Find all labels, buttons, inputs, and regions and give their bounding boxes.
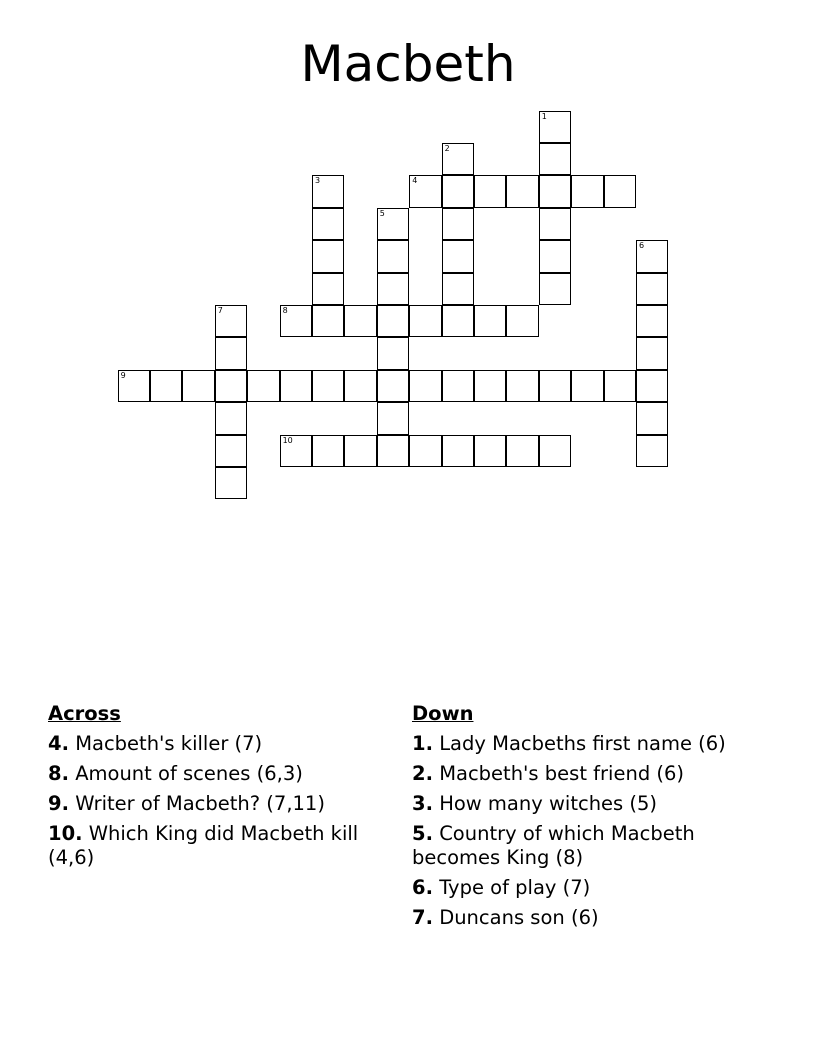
crossword-cell[interactable] bbox=[215, 305, 247, 337]
crossword-cell[interactable] bbox=[442, 305, 474, 337]
across-clues bbox=[48, 702, 398, 876]
crossword-cell[interactable] bbox=[539, 208, 571, 240]
crossword-cell[interactable] bbox=[377, 337, 409, 369]
crossword-cell[interactable] bbox=[280, 305, 312, 337]
crossword-cell[interactable] bbox=[280, 370, 312, 402]
crossword-grid bbox=[0, 0, 816, 520]
crossword-cell[interactable] bbox=[636, 337, 668, 369]
crossword-cell[interactable] bbox=[636, 240, 668, 272]
crossword-cell[interactable] bbox=[442, 273, 474, 305]
cell-number: 8 bbox=[282, 306, 288, 315]
cell-number: 1 bbox=[541, 111, 547, 121]
down-clue bbox=[412, 906, 742, 930]
clue-text: How many witches (5) bbox=[439, 792, 658, 815]
crossword-cell[interactable] bbox=[539, 143, 571, 175]
crossword-cell[interactable] bbox=[344, 370, 376, 402]
crossword-cell[interactable] bbox=[409, 175, 441, 207]
crossword-cell[interactable] bbox=[539, 111, 571, 143]
clue-text: Amount of scenes (6,3) bbox=[75, 762, 303, 785]
down-clue bbox=[412, 876, 742, 900]
crossword-cell[interactable] bbox=[604, 175, 636, 207]
crossword-cell[interactable] bbox=[604, 370, 636, 402]
crossword-cell[interactable] bbox=[442, 370, 474, 402]
crossword-cell[interactable] bbox=[506, 370, 538, 402]
crossword-cell[interactable] bbox=[377, 305, 409, 337]
clue-text: Macbeth's killer (7) bbox=[75, 732, 263, 755]
crossword-cell[interactable] bbox=[215, 435, 247, 467]
cell-number: 10 bbox=[282, 435, 293, 445]
crossword-cell[interactable] bbox=[215, 467, 247, 499]
cell-number: 3 bbox=[315, 176, 321, 186]
clue-number: 4. bbox=[48, 732, 69, 755]
cell-number: 4 bbox=[412, 176, 418, 186]
across-clue bbox=[48, 792, 398, 816]
crossword-cell[interactable] bbox=[409, 305, 441, 337]
crossword-cell[interactable] bbox=[636, 273, 668, 305]
clue-number: 2. bbox=[412, 762, 433, 785]
across-clue bbox=[48, 822, 398, 870]
clue-text: Macbeth's best friend (6) bbox=[439, 762, 685, 785]
crossword-cell[interactable] bbox=[474, 175, 506, 207]
crossword-cell[interactable] bbox=[312, 370, 344, 402]
cell-number: 5 bbox=[379, 208, 385, 218]
crossword-cell[interactable] bbox=[539, 175, 571, 207]
crossword-cell[interactable] bbox=[312, 305, 344, 337]
clue-number: 3. bbox=[412, 792, 433, 815]
crossword-cell[interactable] bbox=[409, 370, 441, 402]
crossword-cell[interactable] bbox=[312, 273, 344, 305]
crossword-cell[interactable] bbox=[344, 305, 376, 337]
crossword-cell[interactable] bbox=[377, 435, 409, 467]
crossword-cell[interactable] bbox=[539, 240, 571, 272]
crossword-cell[interactable] bbox=[442, 208, 474, 240]
crossword-cell[interactable] bbox=[539, 435, 571, 467]
down-clue bbox=[412, 792, 742, 816]
crossword-cell[interactable] bbox=[474, 435, 506, 467]
crossword-cell[interactable] bbox=[571, 370, 603, 402]
cell-number: 6 bbox=[639, 241, 645, 251]
clue-number: 8. bbox=[48, 762, 69, 785]
clue-text: Which King did Macbeth kill (4,6) bbox=[48, 822, 359, 869]
down-clue bbox=[412, 732, 742, 756]
clue-number: 1. bbox=[412, 732, 433, 755]
crossword-cell[interactable] bbox=[312, 208, 344, 240]
across-clue bbox=[48, 732, 398, 756]
crossword-cell[interactable] bbox=[442, 240, 474, 272]
down-clue bbox=[412, 822, 742, 870]
clue-number: 7. bbox=[412, 906, 433, 929]
crossword-cell[interactable] bbox=[150, 370, 182, 402]
crossword-cell[interactable] bbox=[571, 175, 603, 207]
down-heading: Down bbox=[412, 702, 474, 725]
crossword-cell[interactable] bbox=[636, 402, 668, 434]
crossword-cell[interactable] bbox=[636, 370, 668, 402]
clue-text: Lady Macbeths first name (6) bbox=[439, 732, 726, 755]
crossword-cell[interactable] bbox=[539, 370, 571, 402]
crossword-cell[interactable] bbox=[539, 273, 571, 305]
crossword-cell[interactable] bbox=[312, 240, 344, 272]
clue-text: Country of which Macbeth becomes King (8) bbox=[412, 822, 695, 869]
cell-number: 9 bbox=[120, 370, 126, 380]
crossword-cell[interactable] bbox=[247, 370, 279, 402]
clue-number: 9. bbox=[48, 792, 69, 815]
crossword-cell[interactable] bbox=[474, 305, 506, 337]
crossword-cell[interactable] bbox=[280, 435, 312, 467]
clue-text: Writer of Macbeth? (7,11) bbox=[75, 792, 325, 815]
crossword-cell[interactable] bbox=[312, 175, 344, 207]
crossword-cell[interactable] bbox=[409, 435, 441, 467]
crossword-cell[interactable] bbox=[377, 370, 409, 402]
crossword-cell[interactable] bbox=[215, 337, 247, 369]
crossword-cell[interactable] bbox=[215, 402, 247, 434]
crossword-cell[interactable] bbox=[506, 175, 538, 207]
crossword-cell[interactable] bbox=[636, 435, 668, 467]
page-title: Macbeth bbox=[300, 35, 516, 93]
crossword-cell[interactable] bbox=[377, 240, 409, 272]
clue-text: Type of play (7) bbox=[439, 876, 591, 899]
clue-number: 5. bbox=[412, 822, 433, 845]
cell-number: 2 bbox=[444, 144, 450, 153]
crossword-cell[interactable] bbox=[377, 208, 409, 240]
crossword-cell[interactable] bbox=[312, 435, 344, 467]
across-heading: Across bbox=[48, 702, 121, 725]
crossword-cell[interactable] bbox=[442, 143, 474, 175]
crossword-cell[interactable] bbox=[474, 370, 506, 402]
cell-number: 7 bbox=[217, 306, 223, 315]
crossword-cell[interactable] bbox=[506, 305, 538, 337]
down-clue bbox=[412, 762, 742, 786]
crossword-cell[interactable] bbox=[344, 435, 376, 467]
crossword-cell[interactable] bbox=[215, 370, 247, 402]
clue-number: 10. bbox=[48, 822, 83, 845]
across-clue bbox=[48, 762, 398, 786]
clue-text: Duncans son (6) bbox=[439, 906, 599, 929]
crossword-cell[interactable] bbox=[636, 305, 668, 337]
crossword-cell[interactable] bbox=[442, 175, 474, 207]
crossword-cell[interactable] bbox=[506, 435, 538, 467]
crossword-cell[interactable] bbox=[377, 402, 409, 434]
down-clues bbox=[412, 702, 742, 936]
crossword-cell[interactable] bbox=[377, 273, 409, 305]
crossword-cell[interactable] bbox=[118, 370, 150, 402]
crossword-cell[interactable] bbox=[442, 435, 474, 467]
crossword-cell[interactable] bbox=[182, 370, 214, 402]
clue-number: 6. bbox=[412, 876, 433, 899]
